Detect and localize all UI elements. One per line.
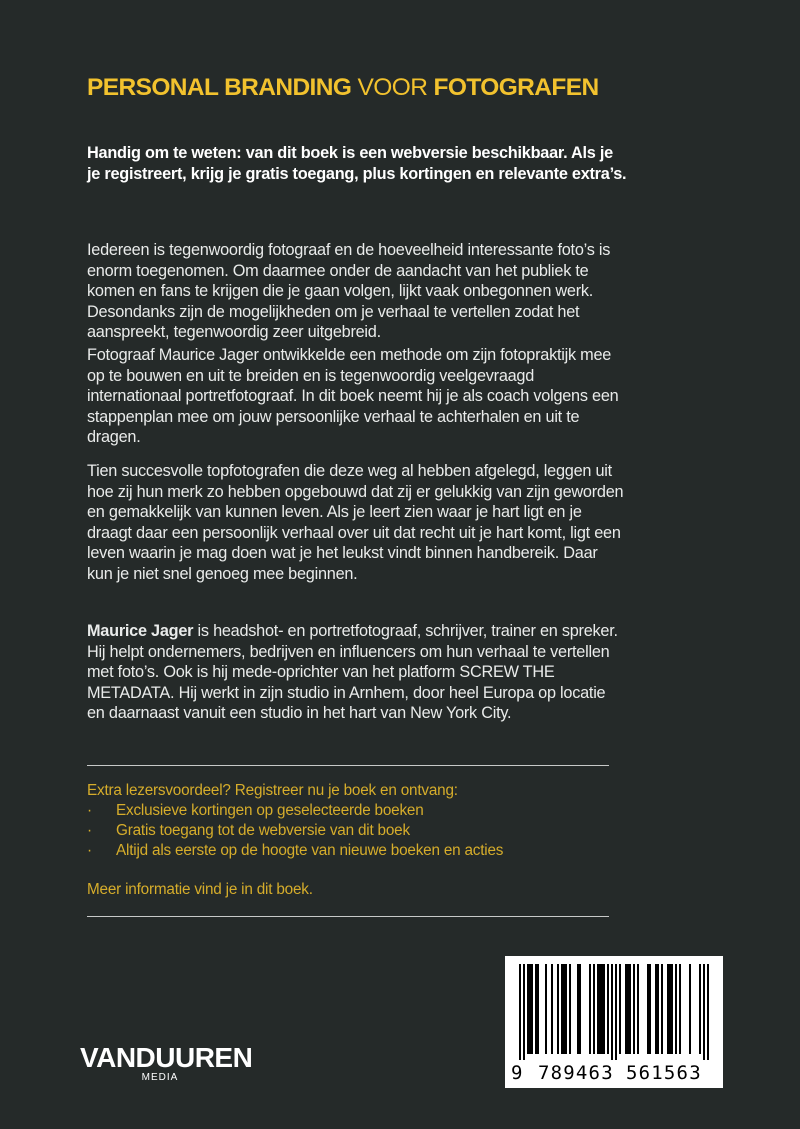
barcode-digits (505, 1060, 723, 1086)
blurb-paragraph-3: Tien succesvolle topfotografen die deze weg al hebben afgelegd, leggen uit hoe zij hun merk zo hebben opgebouwd dat zij er gelukkig van zijn geworden en gemakkelijk van kunnen leven. Als je leert zien waar je hart ligt en je draagt daar een persoonlijk verhaal over uit dat recht uit je hart komt, ligt een leven waarin je mag doen wat je het leukst vindt binnen handbereik. Daar kun je niet snel genoeg mee beginnen. (87, 462, 624, 583)
barcode-bar (569, 964, 571, 1054)
barcode-bar (607, 964, 609, 1054)
barcode-bar (667, 964, 669, 1054)
promo-item-text: Altijd als eerste op de hoogte van nieuwe boeken en acties (116, 842, 504, 859)
barcode-bar (679, 964, 681, 1054)
author-name: Maurice Jager (87, 622, 194, 640)
intro-text: Handig om te weten: van dit boek is een webversie beschikbaar. Als je je registreert, krijg je gratis toegang, plus kortingen en relevante extra’s. (87, 144, 627, 183)
promo-item (87, 801, 627, 821)
bullet-icon: · (87, 822, 92, 839)
barcode-bar (615, 964, 617, 1060)
barcode-bar (527, 964, 529, 1054)
barcode-bar (601, 964, 603, 1054)
barcode-bar (611, 964, 613, 1060)
barcode-bar (589, 964, 591, 1054)
bullet-icon: · (87, 802, 92, 819)
barcode-bar (699, 964, 701, 1054)
book-title (87, 72, 599, 104)
barcode-bar (537, 964, 539, 1054)
barcode-bar (599, 964, 601, 1054)
barcode-bar (545, 964, 547, 1054)
barcode-bar (655, 964, 657, 1054)
blurb-paragraph-2: Fotograaf Maurice Jager ontwikkelde een methode om zijn fotopraktijk mee op te bouwen en uit te breiden en is tegenwoordig veelgevraagd internationaal portretfotograaf. In dit boek neemt hij je als coach volgens een stappenplan mee om jouw persoonlijke verhaal te achterhalen en uit te dragen. (87, 346, 619, 447)
barcode-bar (557, 964, 559, 1054)
barcode-digit-lead: 9 (511, 1062, 523, 1084)
barcode-bar (579, 964, 581, 1054)
title-part-voor: VOOR (351, 74, 434, 101)
barcode-bar (633, 964, 635, 1054)
barcode-bar (627, 964, 629, 1054)
bullet-icon: · (87, 842, 92, 859)
barcode-digits-right: 561563 (626, 1062, 702, 1084)
isbn-barcode (505, 956, 723, 1088)
divider-top (87, 765, 609, 766)
barcode-bar (625, 964, 627, 1054)
barcode-bar (603, 964, 605, 1054)
barcode-bar (649, 964, 651, 1054)
barcode-bar (535, 964, 537, 1054)
promo-item-text: Exclusieve kortingen op geselecteerde boeken (116, 802, 424, 819)
barcode-bar (551, 964, 553, 1054)
promo-item (87, 821, 627, 841)
barcode-bar (529, 964, 531, 1054)
barcode-digits-left: 789463 (538, 1062, 614, 1084)
barcode-bar (619, 964, 621, 1054)
barcode-bar (629, 964, 631, 1054)
publisher-logo (80, 1042, 253, 1084)
promo-item (87, 841, 627, 861)
divider-bottom (87, 916, 609, 917)
barcode-bar (577, 964, 579, 1054)
barcode-bar (657, 964, 659, 1054)
barcode-bar (563, 964, 565, 1054)
barcode-bars (505, 956, 723, 1060)
barcode-bar (647, 964, 649, 1054)
barcode-bar (675, 964, 677, 1054)
barcode-bar (523, 964, 525, 1060)
publisher-sub: MEDIA (141, 1072, 179, 1083)
barcode-bar (637, 964, 639, 1054)
barcode-bar (597, 964, 599, 1054)
barcode-bar (707, 964, 709, 1060)
barcode-bar (531, 964, 533, 1054)
author-bio-text: is headshot- en portretfotograaf, schrijver, trainer en spreker. Hij helpt ondernemers, bedrijven en influencers om hun verhaal te vertellen met foto’s. Ook is hij mede-oprichter van het platform SCREW THE METADATA. Hij werkt in zijn studio in Arnhem, door heel Europa op locatie en daarnaast vanuit een studio in het hart van New York City. (87, 622, 618, 723)
promo-heading: Extra lezersvoordeel? Registreer nu je boek en ontvang: (87, 782, 458, 799)
barcode-bar (661, 964, 663, 1054)
barcode-bar (519, 964, 521, 1060)
barcode-bar (669, 964, 671, 1054)
promo-list (87, 801, 627, 861)
barcode-bar (593, 964, 595, 1054)
author-bio (87, 621, 627, 724)
publisher-name: VANDUUREN (80, 1042, 253, 1073)
promo-footer: Meer informatie vind je in dit boek. (87, 881, 313, 898)
barcode-bar (689, 964, 691, 1054)
promo-item-text: Gratis toegang tot de webversie van dit boek (116, 822, 410, 839)
blurb-paragraph-1: Iedereen is tegenwoordig fotograaf en de hoeveelheid interessante foto’s is enorm toegenomen. Om daarmee onder de aandacht van het publiek te komen en fans te krijgen die je gaan volgen, lijkt vaak onbegonnen werk. Desondanks zijn de mogelijkheden om je verhaal te vertellen zodat het aanspreekt, tegenwoordig zeer uitgebreid. (87, 241, 611, 342)
barcode-bar (703, 964, 705, 1060)
barcode-bar (565, 964, 567, 1054)
title-part-personal-branding: PERSONAL BRANDING (87, 74, 352, 101)
title-part-fotografen: FOTOGRAFEN (433, 74, 599, 101)
barcode-bar (561, 964, 563, 1054)
barcode-bar (671, 964, 673, 1054)
